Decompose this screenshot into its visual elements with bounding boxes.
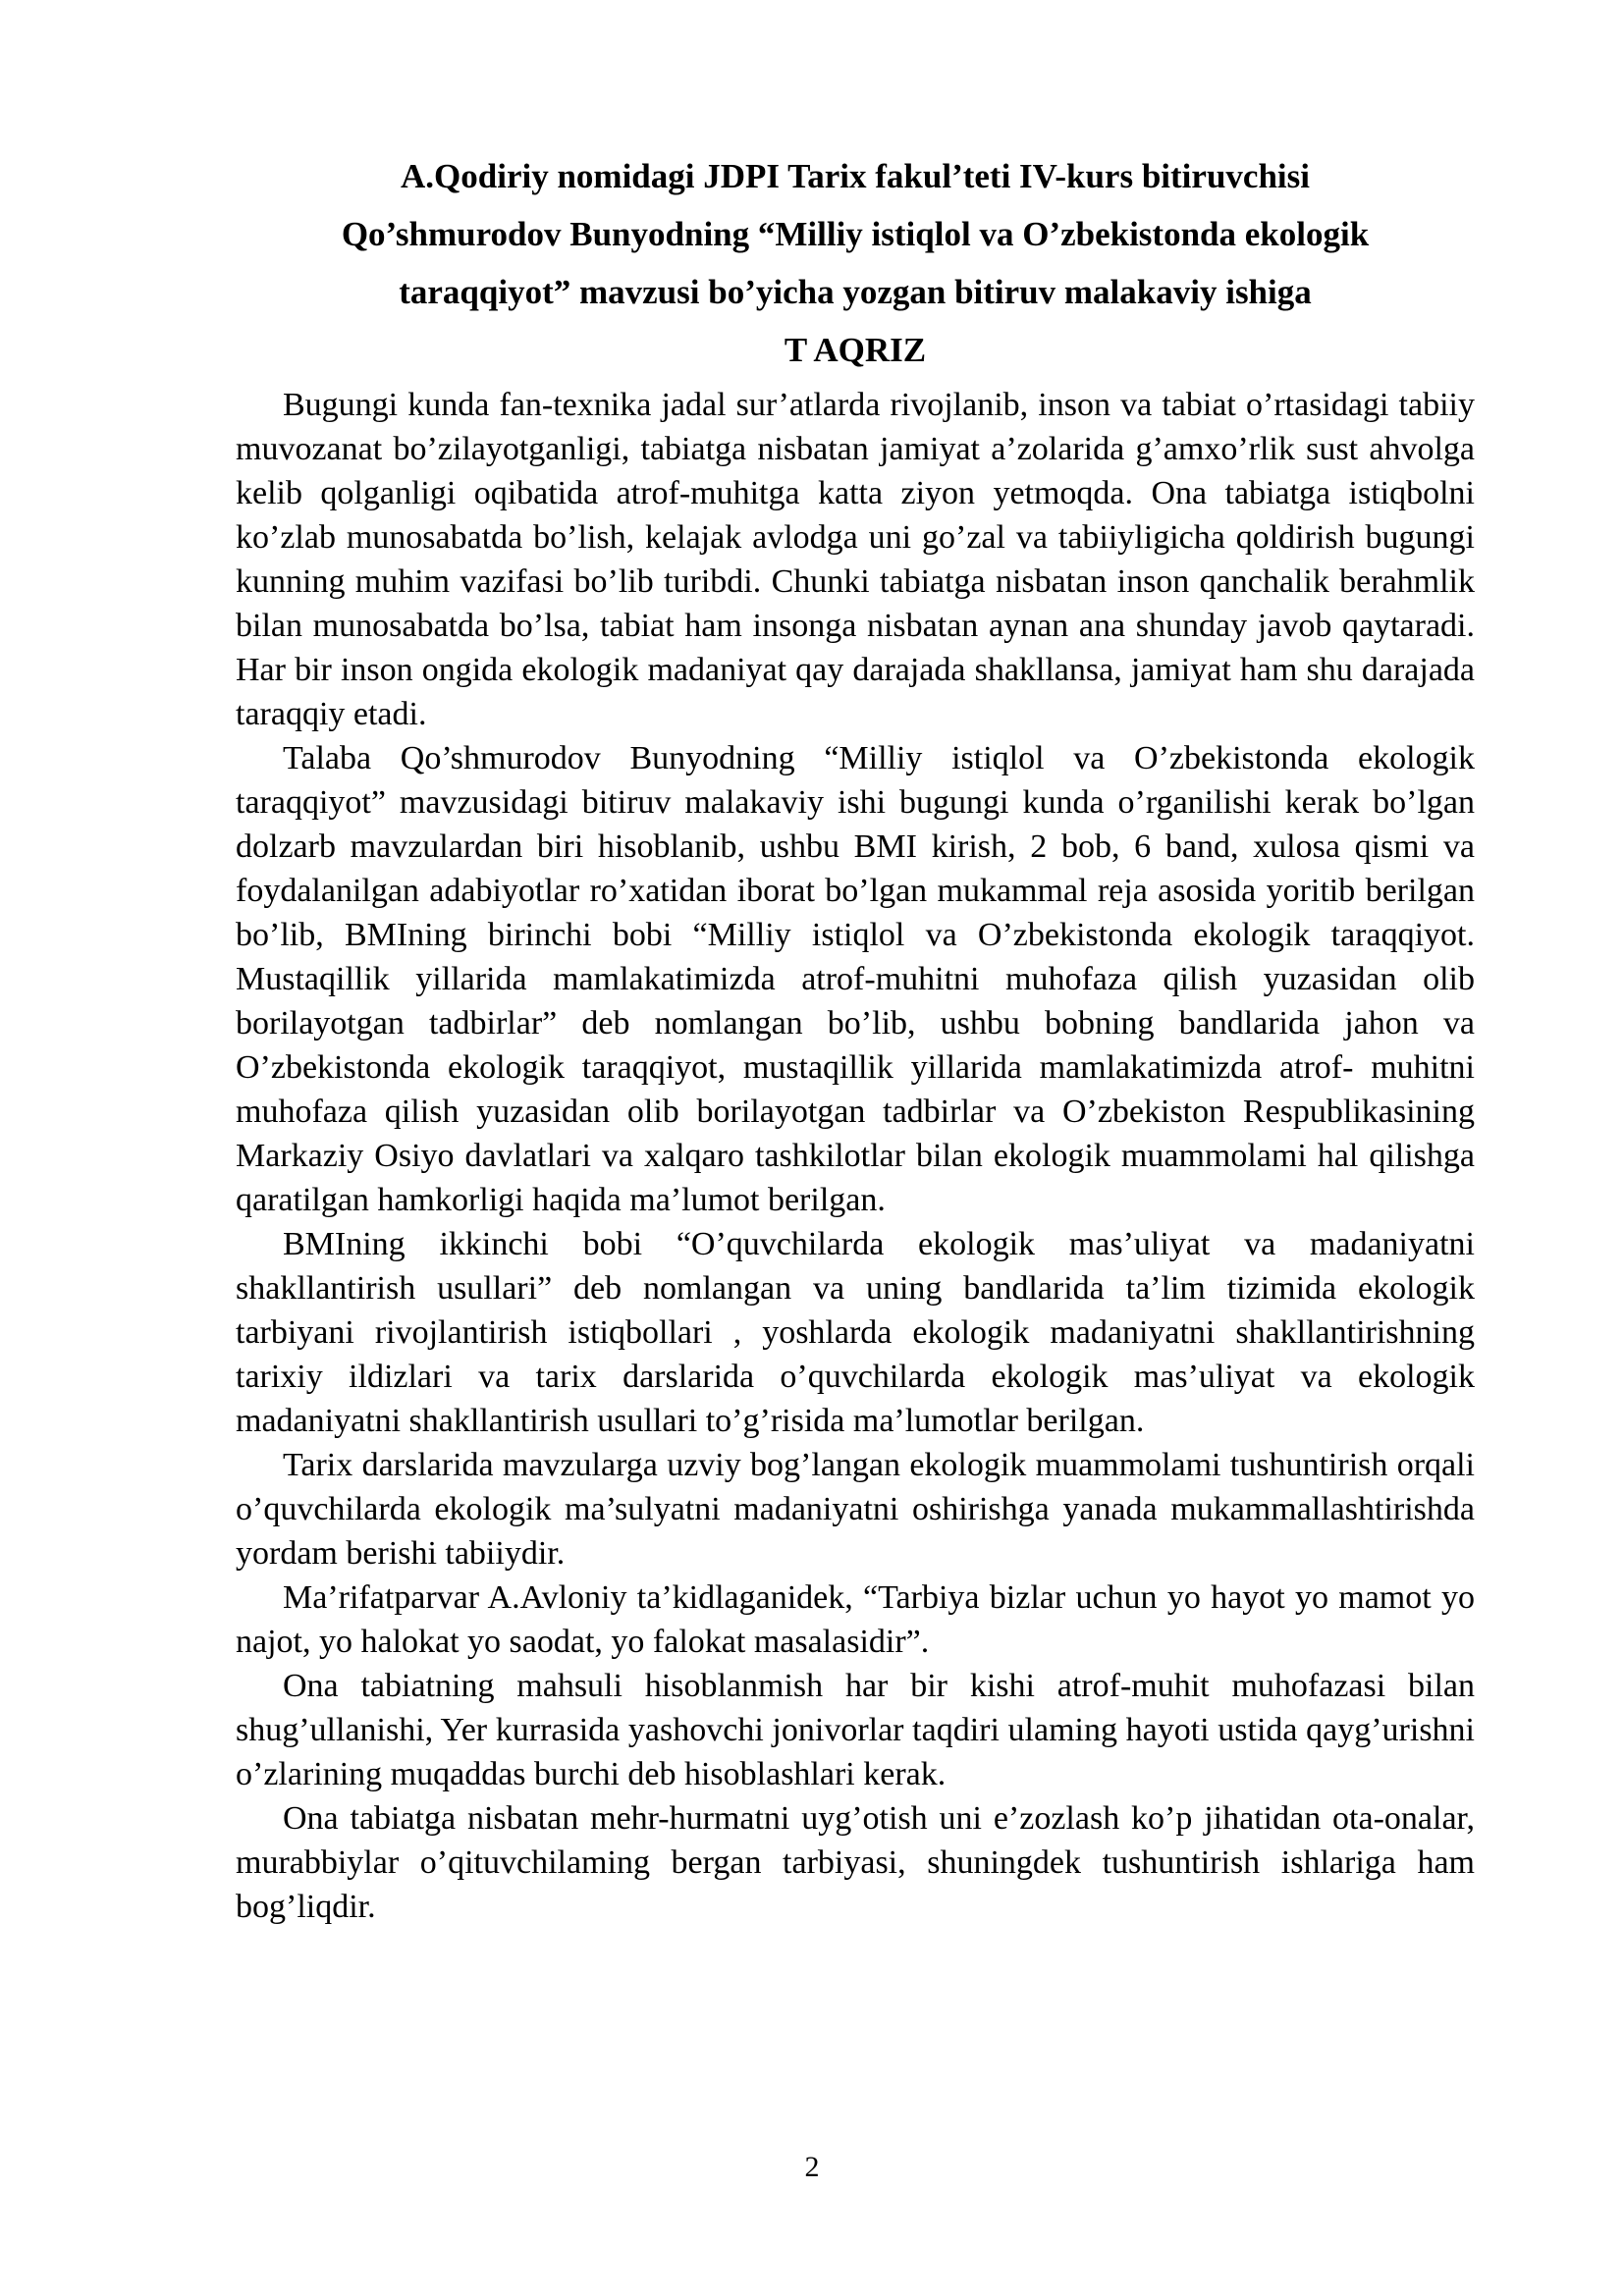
page-number: 2 bbox=[804, 2151, 820, 2183]
paragraph: Ona tabiatga nisbatan mehr-hurmatni uyg’otish uni e’zozlash ko’p jihatidan ota-onalar, murabbiylar o’qituvchilaming bergan tarbiyasi, shuningdek tushuntirish ishlariga ham bog’liqdir. bbox=[236, 1800, 1475, 1925]
title-line: A.Qodiriy nomidagi JDPI Tarix fakul’teti IV-kurs bitiruvchisi bbox=[401, 157, 1310, 195]
document-title bbox=[236, 147, 1475, 321]
paragraph: Tarix darslarida mavzularga uzviy bog’langan ekologik muammolami tushuntirish orqali o’quvchilarda ekologik ma’sulyatni madaniyatni oshirishga yanada mukammallashtirishda yordam berishi tabiiydir. bbox=[236, 1447, 1475, 1572]
paragraph: Talaba Qo’shmurodov Bunyodning “Milliy istiqlol va O’zbekistonda ekologik taraqqiyot” mavzusidagi bitiruv malakaviy ishi bugungi kunda o’rganilishi kerak bo’lgan dolzarb mavzulardan biri hisoblanib, ushbu BMI kirish, 2 bob, 6 band, xulosa qismi va foydalanilgan adabiyotlar ro’xatidan iborat bo’lgan mukammal reja asosida yoritib berilgan bo’lib, BMIning birinchi bobi “Milliy istiqlol va O’zbekistonda ekologik taraqqiyot. Mustaqillik yillarida mamlakatimizda atrof-muhitni muhofaza qilish yuzasidan olib borilayotgan tadbirlar” deb nomlangan bo’lib, ushbu bobning bandlarida jahon va O’zbekistonda ekologik taraqqiyot, mustaqillik yillarida mamlakatimizda atrof- muhitni muhofaza qilish yuzasidan olib borilayotgan tadbirlar va O’zbekiston Respublikasining Markaziy Osiyo davlatlari va xalqaro tashkilotlar bilan ekologik muammolami hal qilishga qaratilgan hamkorligi haqida ma’lumot berilgan. bbox=[236, 740, 1475, 1218]
paragraph: BMIning ikkinchi bobi “O’quvchilarda ekologik mas’uliyat va madaniyatni shakllantirish usullari” deb nomlangan va uning bandlarida ta’lim tizimida ekologik tarbiyani rivojlantirish istiqbollari , yoshlarda ekologik madaniyatni shakllantirishning tarixiy ildizlari va tarix darslarida o’quvchilarda ekologik mas’uliyat va ekologik madaniyatni shakllantirish usullari to’g’risida ma’lumotlar berilgan. bbox=[236, 1226, 1475, 1439]
document-page bbox=[236, 147, 1475, 1929]
document-heading: T AQRIZ bbox=[784, 331, 927, 369]
paragraph: Ona tabiatning mahsuli hisoblanmish har bir kishi atrof-muhit muhofazasi bilan shug’ullanishi, Yer kurrasida yashovchi jonivorlar taqdiri ulaming hayoti ustida qayg’urishni o’zlarining muqaddas burchi deb hisoblashlari kerak. bbox=[236, 1668, 1475, 1792]
document-body bbox=[236, 383, 1475, 1929]
title-line: taraqqiyot” mavzusi bo’yicha yozgan bitiruv malakaviy ishiga bbox=[399, 273, 1312, 311]
title-line: Qo’shmurodov Bunyodning “Milliy istiqlol va O’zbekistonda ekologik bbox=[341, 215, 1370, 253]
paragraph: Ma’rifatparvar A.Avloniy ta’kidlaganidek, “Tarbiya bizlar uchun yo hayot yo mamot yo najot, yo halokat yo saodat, yo falokat masalasidir”. bbox=[236, 1579, 1475, 1660]
paragraph: Bugungi kunda fan-texnika jadal sur’atlarda rivojlanib, inson va tabiat o’rtasidagi tabiiy muvozanat bo’zilayotganligi, tabiatga nisbatan jamiyat a’zolarida g’amxo’rlik sust ahvolga kelib qolganligi oqibatida atrof-muhitga katta ziyon yetmoqda. Ona tabiatga istiqbolni ko’zlab munosabatda bo’lish, kelajak avlodga uni go’zal va tabiiyligicha qoldirish bugungi kunning muhim vazifasi bo’lib turibdi. Chunki tabiatga nisbatan inson qanchalik berahmlik bilan munosabatda bo’lsa, tabiat ham insonga nisbatan aynan ana shunday javob qaytaradi. Har bir inson ongida ekologik madaniyat qay darajada shakllansa, jamiyat ham shu darajada taraqqiy etadi. bbox=[236, 387, 1475, 732]
